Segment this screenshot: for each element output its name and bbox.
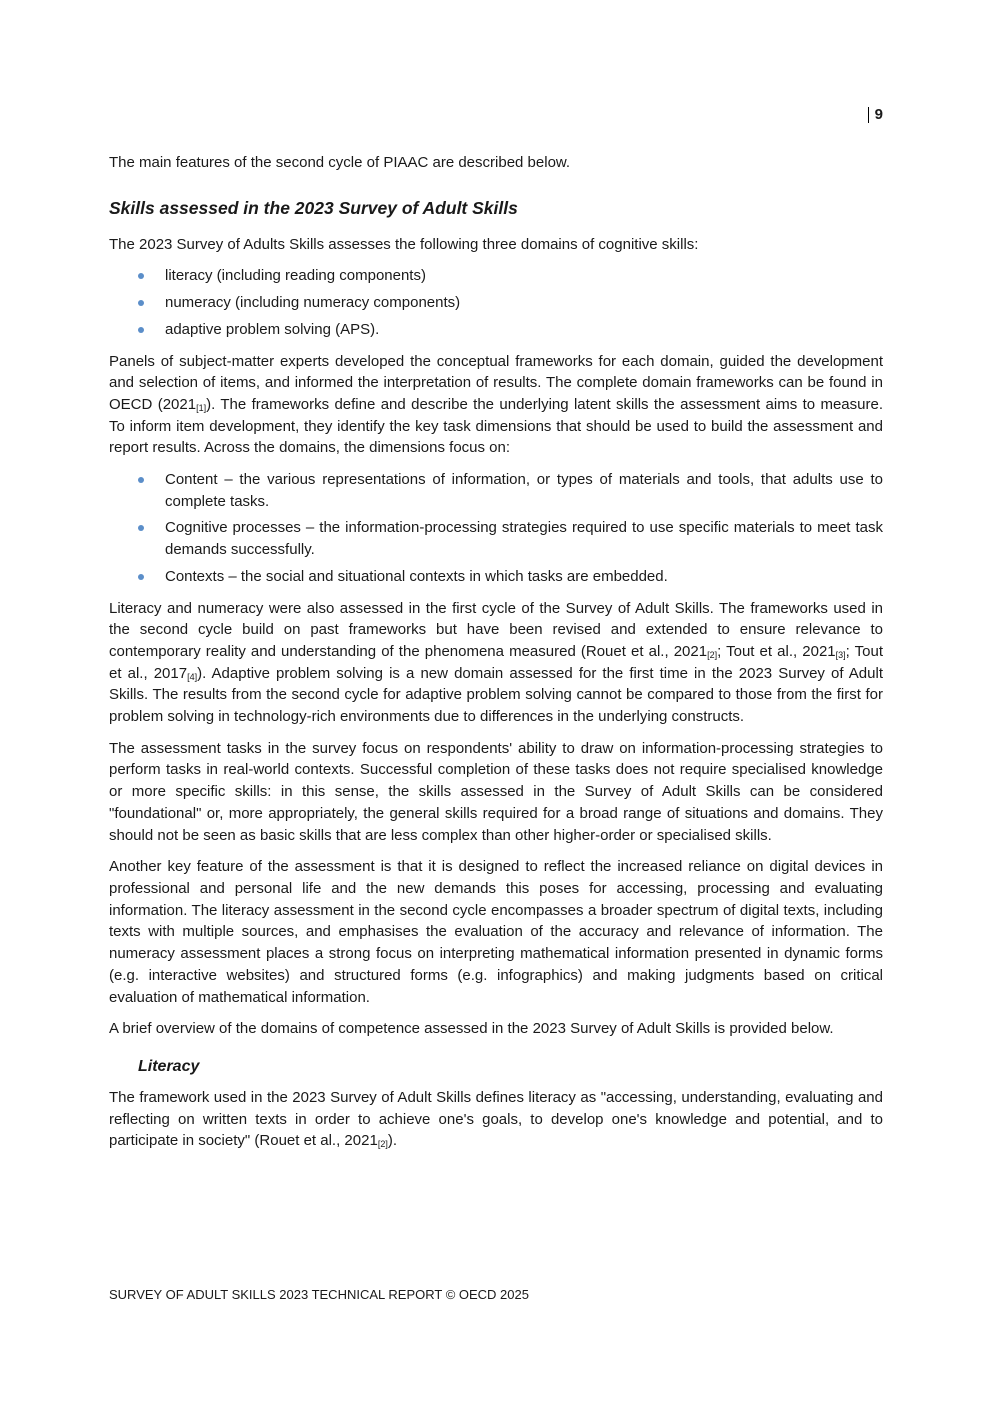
list-item: Content – the various representations of information, or types of materials and tools, that adults use to complete tasks.: [109, 469, 883, 512]
list-item: numeracy (including numeracy components): [109, 292, 883, 314]
literacy-heading: Literacy: [138, 1057, 200, 1075]
bullet-icon: [138, 525, 144, 531]
page-number: [868, 106, 883, 123]
domains-intro: The 2023 Survey of Adults Skills assesses the following three domains of cognitive skills:: [109, 235, 699, 253]
citation-ref[interactable]: [4]: [187, 671, 198, 682]
literacy-paragraph: The framework used in the 2023 Survey of Adult Skills defines literacy as "accessing, understanding, evaluating and reflecting on written texts in order to achieve one's goals, to develop one's knowledge and potential, and to participate in society" (Rouet et al., $2021_{[2]}$).: [109, 1088, 883, 1150]
page-body: [109, 152, 883, 1162]
list-item: literacy (including reading components): [109, 265, 883, 287]
list-item: Cognitive processes – the information-processing strategies required to use specific materials to meet task demands successfully.: [109, 517, 883, 560]
bullet-icon: [138, 574, 144, 580]
tasks-paragraph: The assessment tasks in the survey focus on respondents' ability to draw on information-processing strategies to perform tasks in real-world contexts. Successful completion of these tasks does not require specialised knowledge or more specific skills: in this sense, the skills assessed in the Survey of Adult Skills can be considered "foundational" or, more appropriately, the general skills required for a broad range of situations and domains. They should not be seen as basic skills that are less complex than other higher-order or specialised skills.: [109, 739, 883, 844]
list-item: Contexts – the social and situational contexts in which tasks are embedded.: [109, 566, 883, 588]
intro-paragraph: The main features of the second cycle of PIAAC are described below.: [109, 154, 571, 171]
panels-paragraph: Panels of subject-matter experts developed the conceptual frameworks for each domain, guided the development and selection of items, and informed the interpretation of results. The complete domain frameworks can be found in OECD $(2021_{[1]})$. The frameworks define and describe the underlying latent skills the assessment aims to measure. To inform item development, they identify the key task dimensions that should be used to build the assessment and report results. Across the domains, the dimensions focus on:: [109, 352, 883, 457]
citation-ref[interactable]: [2]: [377, 1139, 388, 1150]
cycles-paragraph: Literacy and numeracy were also assessed in the first cycle of the Survey of Adult Skills. The frameworks used in the second cycle build on past frameworks but have been revised and extended to ensure relevance to contemporary reality and understanding of the phenomena measured (Rouet et al., $2021_{[2]}$; Tout et al., $2021_{[3]}$; Tout et al., $2017_{[4]}$). Adaptive problem solving is a new domain assessed for the first time in the 2023 Survey of Adult Skills. The results from the second cycle for adaptive problem solving cannot be compared to those from the first for problem solving in technology-rich environments due to differences in the underlying constructs.: [109, 599, 884, 726]
page-number-divider: [868, 107, 869, 123]
overview-paragraph: A brief overview of the domains of competence assessed in the 2023 Survey of Adult Skills is provided below.: [109, 1020, 834, 1038]
bullet-icon: [138, 300, 144, 306]
bullet-icon: [138, 477, 144, 483]
citation-ref[interactable]: [2]: [707, 649, 718, 660]
domains-list: [109, 265, 883, 340]
page-number-value: 9: [874, 106, 883, 123]
section-heading: Skills assessed in the 2023 Survey of Adult Skills: [109, 197, 518, 218]
dimensions-list: [109, 469, 883, 588]
citation-ref[interactable]: [1]: [196, 402, 207, 413]
digital-paragraph: Another key feature of the assessment is that it is designed to reflect the increased reliance on digital devices in professional and personal life and the new demands this poses for accessing, processing and evaluating information. The literacy assessment in the second cycle encompasses a broader spectrum of digital texts, including texts with multiple sources, and emphasises the evaluation of the accuracy and relevance of information. The numeracy assessment places a strong focus on interpreting mathematical information presented in dynamic forms (e.g. interactive websites) and structured forms (e.g. infographics) and making judgments based on critical evaluation of mathematical information.: [109, 858, 883, 1006]
page-footer: SURVEY OF ADULT SKILLS 2023 TECHNICAL REPORT © OECD 2025: [109, 1287, 529, 1302]
citation-ref[interactable]: [3]: [835, 649, 846, 660]
list-item: adaptive problem solving (APS).: [109, 319, 883, 341]
bullet-icon: [138, 327, 144, 333]
bullet-icon: [138, 273, 144, 279]
